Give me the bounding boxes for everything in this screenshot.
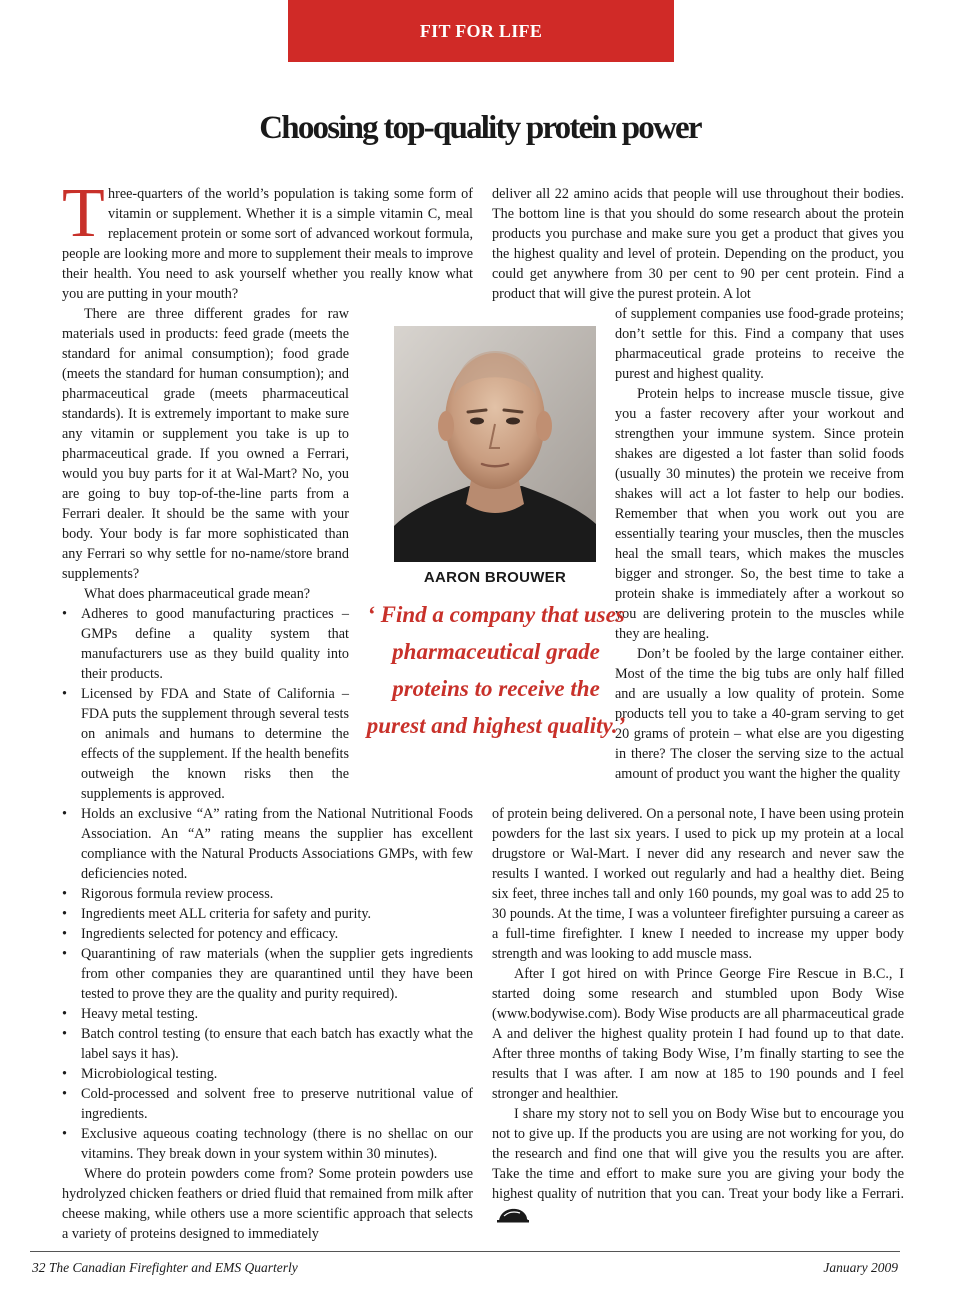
pharma-criteria-list-b bbox=[62, 804, 473, 1164]
footer-divider bbox=[30, 1251, 900, 1252]
muscle-paragraph: Protein helps to increase muscle tissue, give you a faster recovery after your workout and strengthen your immune system. Since protein shakes are digested a lot faster than solid foods (usually 30 minutes) the protein we receive from shakes will act a lot faster to help our bodies. Remember that when you work out you are essentially tearing your muscles, then the muscles heal the small tears, which makes the muscles bigger and stronger. So, the best time to take a protein shake is immediately after a workout so you are delivering protein to the muscles while they are healing. bbox=[615, 386, 904, 642]
list-item: • Exclusive aqueous coating technology (there is no shellac on our vitamins. They break down in your system within 30 minutes). bbox=[62, 1124, 473, 1164]
pharma-criteria-list-a bbox=[62, 604, 349, 804]
intro-paragraph bbox=[62, 175, 473, 304]
list-item: • Cold-processed and solvent free to preserve nutritional value of ingredients. bbox=[62, 1084, 473, 1124]
list-item: • Quarantining of raw materials (when the supplier gets ingredients from other companies they are quarantined until they have been tested to prove they are the quality and purity required). bbox=[62, 944, 473, 1004]
footer-date: January 2009 bbox=[823, 1260, 898, 1275]
col1-narrow-top bbox=[62, 304, 349, 584]
pull-quote: ‘ Find a company that uses pharmaceutical grade proteins to receive the purest and highest quality.’ bbox=[366, 602, 626, 738]
col2-narrow bbox=[615, 304, 904, 784]
list-item: • Ingredients meet ALL criteria for safety and purity. bbox=[62, 904, 473, 924]
body-wise-paragraph: After I got hired on with Prince George Fire Rescue in B.C., I started doing some research and stumbled upon Body Wise (www.bodywise.com). Body Wise products are all pharmaceutical grade A and deliver the highest quality protein I had found up to that date. After three months of taking Body Wise, I’m finally starting to see the results that I was after. I am now at 185 to 190 pounds and I feel stronger and healthier. bbox=[492, 966, 904, 1102]
closing-text: I share my story not to sell you on Body Wise but to encourage you not to give up. If the products you are using are not working for you, do the research and find one that will give you the results you are after. Take the time and effort to make sure you are giving your body the highest quality of nutrition that you can. Treat your body like a Ferrari. bbox=[492, 1106, 904, 1202]
col2-wide-top bbox=[492, 184, 904, 304]
drop-cap: T bbox=[62, 175, 105, 252]
photo-caption: AARON BROUWER bbox=[423, 569, 567, 586]
list-item: • Adheres to good manufacturing practices – GMPs define a quality system that manufacturers use as they build quality into their products. bbox=[62, 604, 349, 684]
container-paragraph: Don’t be fooled by the large container either. Most of the time the big tubs are only half filled and are usually a low quality of protein. Some products tell you to take a 40-gram serving to get 20 grams of protein – what else are you digesting in there? The closer the serving size to the actual amount of product you want the higher the quality bbox=[615, 646, 904, 782]
grades-paragraph: There are three different grades for raw materials used in products: feed grade (meets the standard for animal consumption); food grade (meets the standard for human consumption); and pharmaceutical grade (meets pharmaceutical standards). It is extremely important to make sure any vitamin or supplement you take is up to pharmaceutical grade. If you owned a Ferrari, would you buy parts for it at Wal-Mart? No, you are going to buy top-of-the-line parts from a Ferrari dealer. It should be the same with your body. Your body is far more sophisticated than any Ferrari so why settle for no-name/store brand supplements? bbox=[62, 306, 349, 582]
list-item: • Batch control testing (to ensure that each batch has exactly what the label says it has). bbox=[62, 1024, 473, 1064]
article-title: Choosing top-quality protein power bbox=[259, 110, 701, 146]
list-item: • Licensed by FDA and State of California – FDA puts the supplement through several tests on animals and humans to determine the effects of the supplement. If the health benefits outweigh the known risks then the supplements is approved. bbox=[62, 684, 349, 804]
list-item: • Rigorous formula review process. bbox=[62, 884, 473, 904]
food-grade-paragraph: of supplement companies use food-grade proteins; don’t settle for this. Find a company that uses pharmaceutical grade proteins to receive the purest and highest quality. bbox=[615, 306, 904, 382]
section-banner: FIT FOR LIFE bbox=[288, 0, 674, 62]
footer-publication: 32 The Canadian Firefighter and EMS Quarterly bbox=[32, 1260, 298, 1275]
portrait-illustration bbox=[394, 326, 596, 562]
personal-note-paragraph: of protein being delivered. On a personal note, I have been using protein powders for the last six years. I used to pick up my protein at a local drugstore or Wal-Mart. I never did any research and never saw the results I wanted. I worked out regularly and had a healthy diet. Being six feet, three inches tall and only 160 pounds, my goal was to add 25 to 30 pounds. At the time, I was a volunteer firefighter pursuing a career as a full-time firefighter. I knew I needed to increase my upper body strength and was looking to add muscle mass. bbox=[492, 806, 904, 962]
list-item: • Ingredients selected for potency and efficacy. bbox=[62, 924, 473, 944]
firefighter-helmet-icon bbox=[496, 1206, 530, 1224]
list-item: • Microbiological testing. bbox=[62, 1064, 473, 1084]
col1-wide-bottom bbox=[62, 804, 473, 1244]
intro-text: hree-quarters of the world’s population is taking some form of vitamin or supplement. Whether it is a simple vitamin C, meal replacement protein or some sort of advanced workout formula, people are looking more and more to supplement their meals to improve their health. You need to ask yourself whether you really know what you are putting in your mouth? bbox=[62, 186, 473, 302]
list-item: • Holds an exclusive “A” rating from the National Nutritional Foods Association. An “A” rating means the supplier has excellent compliance with the Natural Products Associations GMPs, with few deficiencies noted. bbox=[62, 804, 473, 884]
col1-narrow-bottom bbox=[62, 584, 349, 804]
list-item: • Heavy metal testing. bbox=[62, 1004, 473, 1024]
col2-wide-bottom bbox=[492, 804, 904, 1224]
portrait-photo bbox=[394, 326, 596, 562]
amino-acids-paragraph: deliver all 22 amino acids that people will use throughout their bodies. The bottom line is that you should do some research about the protein products you purchase and make sure you get a product that gives you the highest quality and level of protein. Depending on the product, you could get anywhere from 30 per cent to 90 per cent protein. Find a product that will give the purest protein. A lot bbox=[492, 186, 904, 302]
closing-paragraph bbox=[492, 1104, 904, 1224]
pharma-question: What does pharmaceutical grade mean? bbox=[84, 586, 311, 602]
protein-sources-paragraph: Where do protein powders come from? Some protein powders use hydrolyzed chicken feathers or dried fluid that remained from milk after cheese making, while others use a more scientific approach that selects a variety of proteins designed to immediately bbox=[62, 1166, 473, 1242]
